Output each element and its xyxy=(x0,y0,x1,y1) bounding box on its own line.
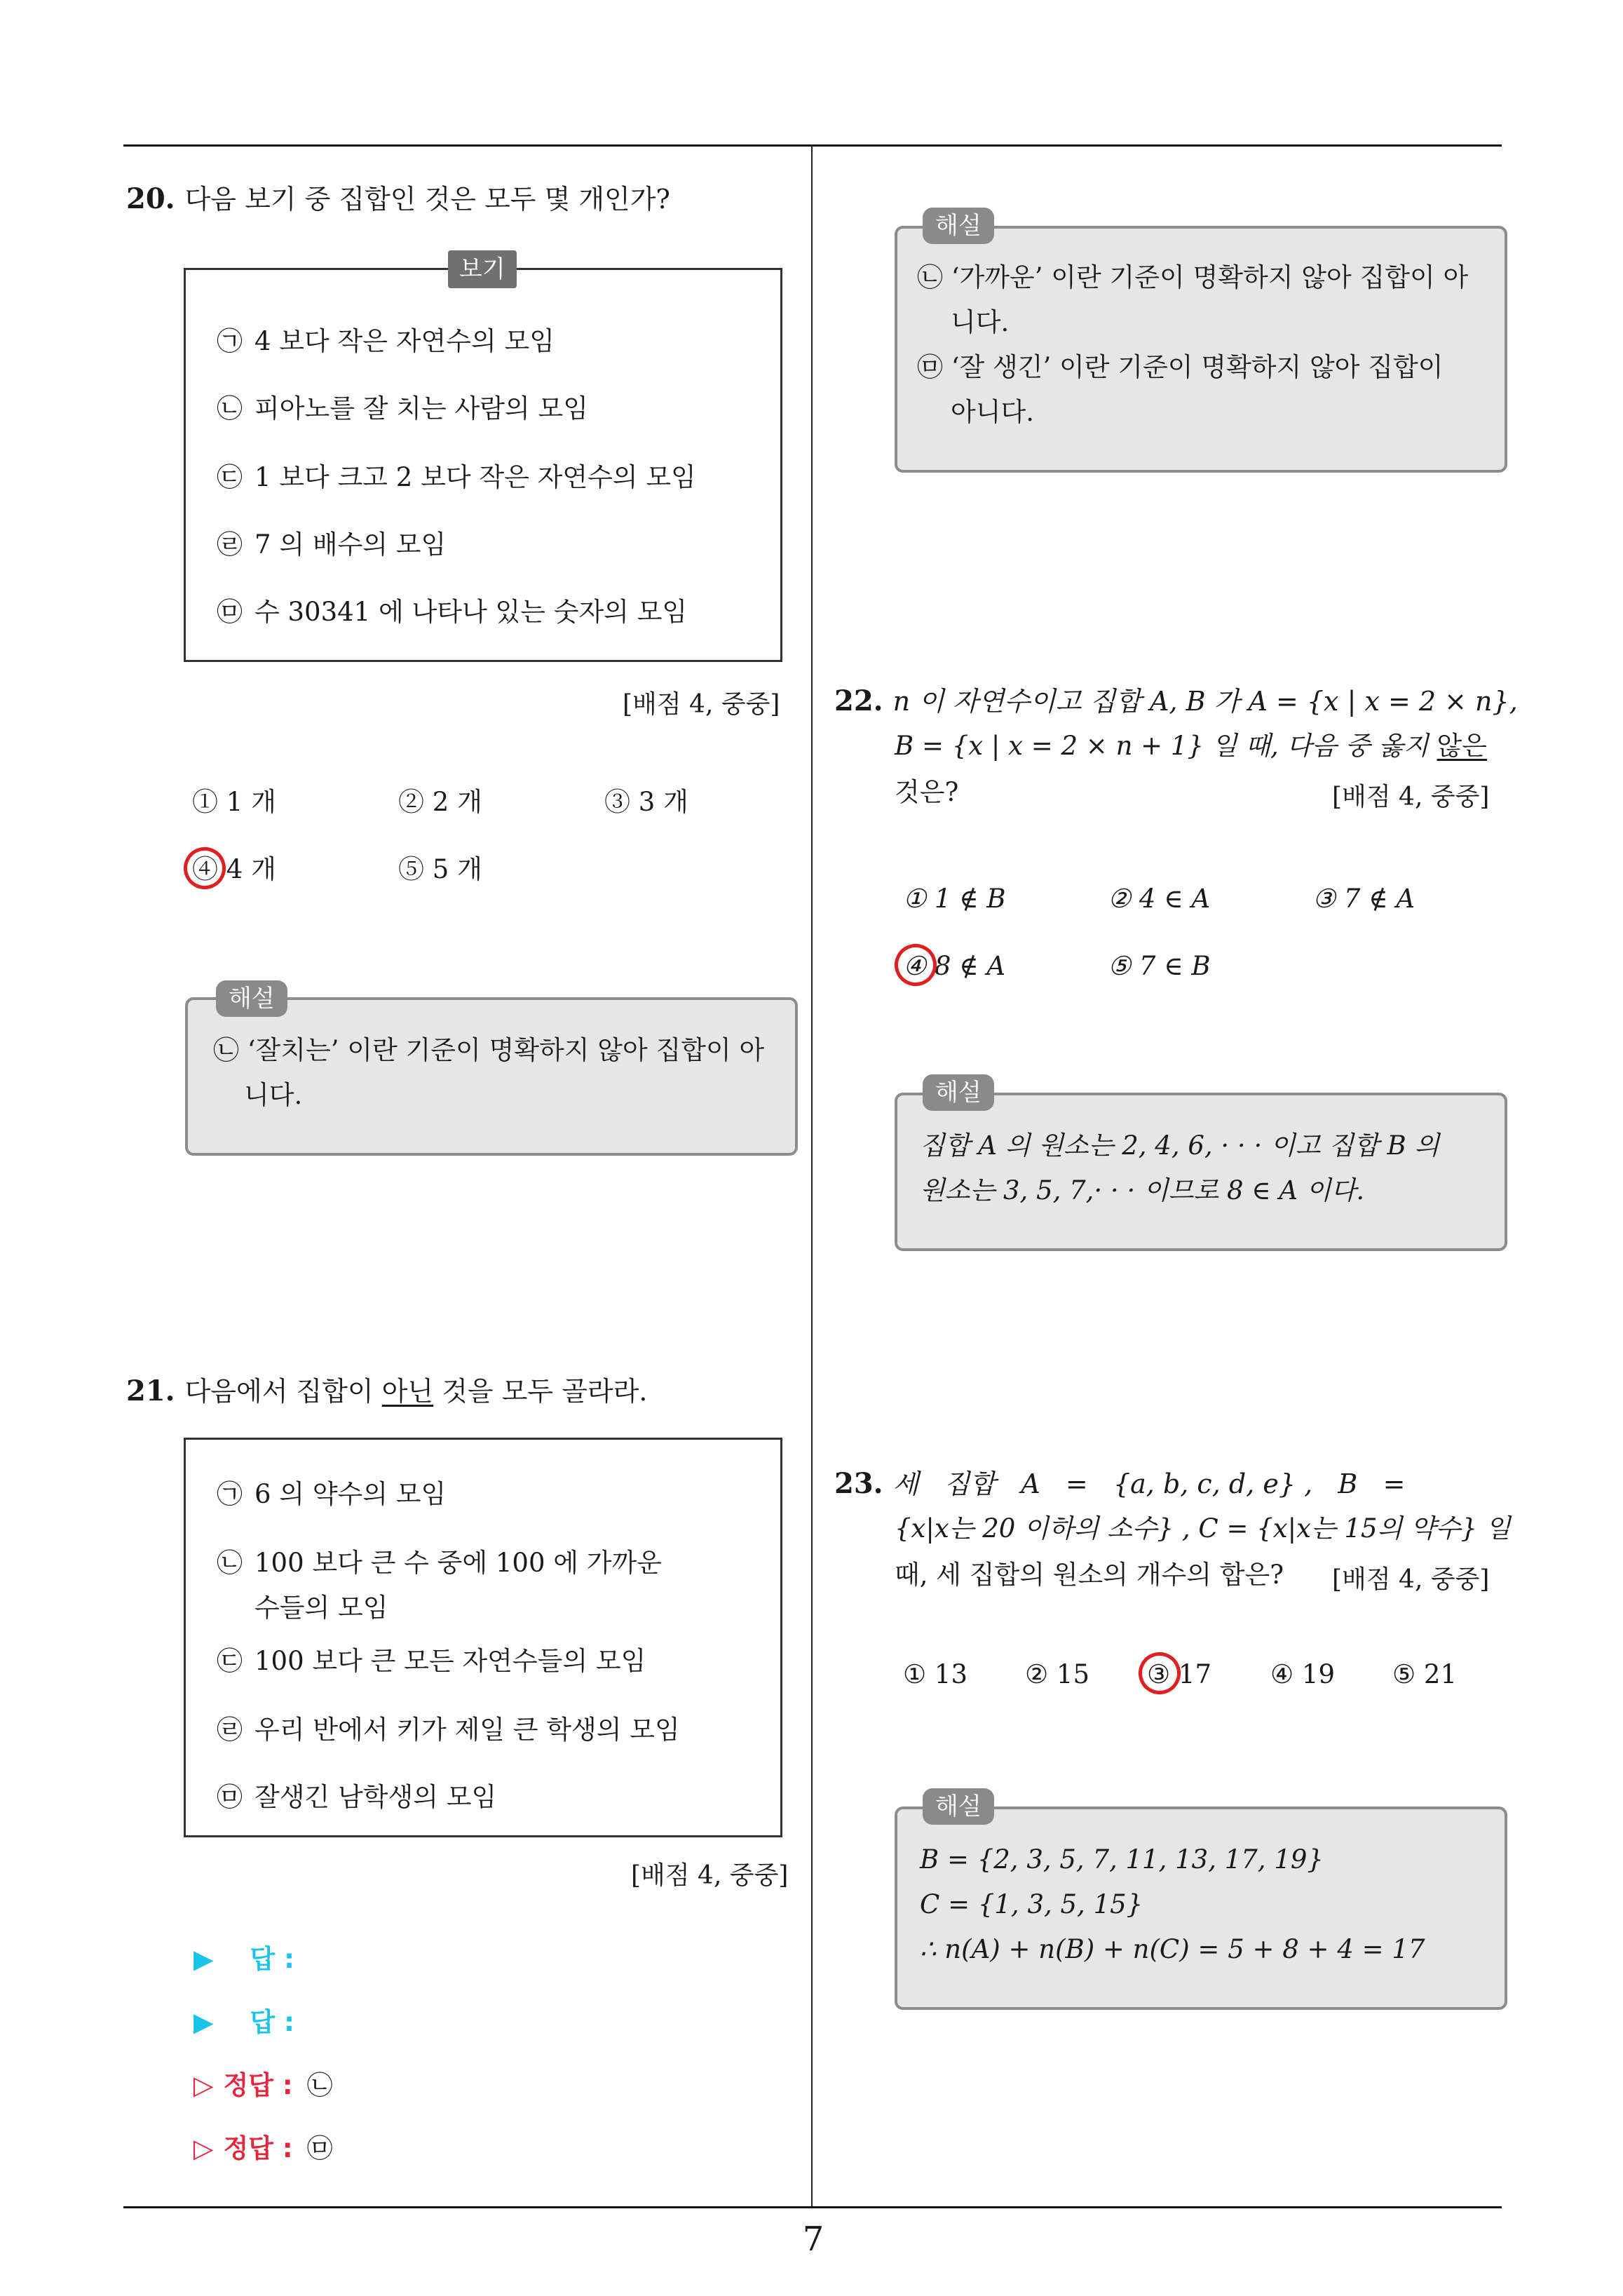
bottom-rule xyxy=(123,2206,1502,2208)
q22-option-1[interactable]: ① 1 ∉ B xyxy=(903,884,1006,914)
q21-item: ㉡ 100 보다 큰 수 중에 100 에 가까운 xyxy=(217,1548,662,1578)
q21-item: ㉢ 100 보다 큰 모든 자연수들의 모임 xyxy=(217,1646,646,1676)
q23-stem-line3: 때, 세 집합의 원소의 개수의 합은? xyxy=(895,1560,1284,1590)
q20-item: ㉤ 수 30341 에 나타나 있는 숫자의 모임 xyxy=(217,597,688,627)
q22-option-4[interactable]: ④ 8 ∉ A xyxy=(903,951,1006,981)
q21-answer-row-1[interactable]: ▶ 답 : xyxy=(193,1944,294,1974)
q23-stem-line1: 23. 세 집합 A = {a, b, c, d, e} , B = xyxy=(834,1467,1406,1500)
q20-box-title: 보기 xyxy=(448,250,517,288)
column-divider xyxy=(811,144,813,2208)
q21-item: ㉤ 잘생긴 남학생의 모임 xyxy=(217,1782,497,1812)
q20-item: ㉡ 피아노를 잘 치는 사람의 모임 xyxy=(217,393,588,424)
q22-option-3[interactable]: ③ 7 ∉ A xyxy=(1312,884,1415,914)
q23-number: 23. xyxy=(834,1467,883,1500)
q20-option-5[interactable]: ⑤ 5 개 xyxy=(398,854,482,884)
correct-marker-icon: ▷ xyxy=(193,2070,214,2100)
q23-option-1[interactable]: ① 13 xyxy=(903,1659,968,1689)
q21-stem: 21. 다음에서 집합이 아닌 것을 모두 골라라. xyxy=(126,1375,648,1407)
q23-option-3[interactable]: ③ 17 xyxy=(1147,1659,1212,1689)
q20-option-2[interactable]: ② 2 개 xyxy=(398,787,482,817)
q23-option-2[interactable]: ② 15 xyxy=(1025,1659,1090,1689)
q20-solution-line: ㉡ ‘잘치는’ 이란 기준이 명확하지 않아 집합이 아 xyxy=(213,1035,765,1065)
q20-score: [배점 4, 중중] xyxy=(623,690,780,719)
q21-number: 21. xyxy=(126,1375,175,1407)
q22-solution-line: 집합 A 의 원소는 2, 4, 6, · · · 이고 집합 B 의 xyxy=(920,1130,1440,1161)
q22-stem-line1: 22. n 이 자연수이고 집합 A, B 가 A = {x | x = 2 × n}, xyxy=(834,684,1518,717)
q21-list-box xyxy=(184,1438,782,1837)
q21-solution-line: ㉤ ‘잘 생긴’ 이란 기준이 명확하지 않아 집합이 xyxy=(917,352,1444,382)
q20-option-4[interactable]: ④ 4 개 xyxy=(192,854,276,884)
q21-answer-row-2[interactable]: ▶ 답 : xyxy=(193,2007,294,2037)
q23-solution-line: B = {2, 3, 5, 7, 11, 13, 17, 19} xyxy=(920,1844,1324,1875)
q23-score: [배점 4, 중중] xyxy=(1332,1565,1490,1594)
q20-item: ㉢ 1 보다 크고 2 보다 작은 자연수의 모임 xyxy=(217,462,696,492)
q22-score: [배점 4, 중중] xyxy=(1332,783,1490,811)
q21-solution-line: ㉡ ‘가까운’ 이란 기준이 명확하지 않아 집합이 아 xyxy=(917,262,1469,292)
q20-solution-tag: 해설 xyxy=(216,980,287,1017)
q23-option-4[interactable]: ④ 19 xyxy=(1270,1659,1336,1689)
q21-item: ㉣ 우리 반에서 키가 제일 큰 학생의 모임 xyxy=(217,1715,680,1745)
q22-option-5[interactable]: ⑤ 7 ∈ B xyxy=(1108,951,1211,981)
q22-solution-line: 원소는 3, 5, 7,· · · 이므로 8 ∈ A 이다. xyxy=(920,1175,1365,1206)
q20-number: 20. xyxy=(126,182,175,215)
q23-solution-line: C = {1, 3, 5, 15} xyxy=(920,1889,1143,1919)
q20-text: 다음 보기 중 집합인 것은 모두 몇 개인가? xyxy=(184,184,670,215)
q23-option-5[interactable]: ⑤ 21 xyxy=(1392,1659,1458,1689)
q21-correct-answer-2: ▷ 정답 : ㉤ xyxy=(193,2133,333,2163)
correct-marker-icon: ▷ xyxy=(193,2133,214,2163)
q20-option-3[interactable]: ③ 3 개 xyxy=(604,787,688,817)
q23-solution-tag: 해설 xyxy=(923,1788,994,1825)
q20-solution-line: 니다. xyxy=(244,1080,303,1110)
q20-solution-box xyxy=(185,985,798,1156)
q22-stem-line3: 것은? xyxy=(895,777,959,807)
q23-solution-box xyxy=(895,1792,1507,2010)
q22-option-2[interactable]: ② 4 ∈ A xyxy=(1108,884,1211,914)
q21-solution-line: 아니다. xyxy=(951,397,1034,427)
answer-marker-icon: ▶ xyxy=(193,1944,214,1974)
q21-solution-box xyxy=(895,212,1507,473)
q23-solution-line: ∴ n(A) + n(B) + n(C) = 5 + 8 + 4 = 17 xyxy=(920,1934,1425,1964)
q22-solution-box xyxy=(895,1079,1507,1251)
q20-stem xyxy=(126,177,670,222)
q20-item: ㉠ 4 보다 작은 자연수의 모임 xyxy=(217,326,555,356)
q20-item: ㉣ 7 의 배수의 모임 xyxy=(217,529,447,560)
q22-number: 22. xyxy=(834,684,883,717)
page-number: 7 xyxy=(802,2220,824,2259)
q22-stem-line2: B = {x | x = 2 × n + 1} 일 때, 다음 중 옳지 않은 xyxy=(895,731,1488,761)
q21-correct-answer-1: ▷ 정답 : ㉡ xyxy=(193,2070,333,2100)
q23-stem-line2: {x|x는 20 이하의 소수} , C = {x|x는 15의 약수} 일 xyxy=(895,1513,1511,1544)
answer-marker-icon: ▶ xyxy=(193,2007,214,2037)
q20-option-1[interactable]: ① 1 개 xyxy=(192,787,276,817)
q21-item: ㉠ 6 의 약수의 모임 xyxy=(217,1479,447,1509)
q22-solution-tag: 해설 xyxy=(923,1074,994,1111)
top-rule xyxy=(123,144,1502,147)
q21-solution-tag: 해설 xyxy=(923,208,994,244)
q21-item: 수들의 모임 xyxy=(254,1593,388,1623)
q21-score: [배점 4, 중중] xyxy=(631,1861,789,1890)
q21-solution-line: 니다. xyxy=(951,307,1010,337)
q20-example-box xyxy=(184,255,782,662)
